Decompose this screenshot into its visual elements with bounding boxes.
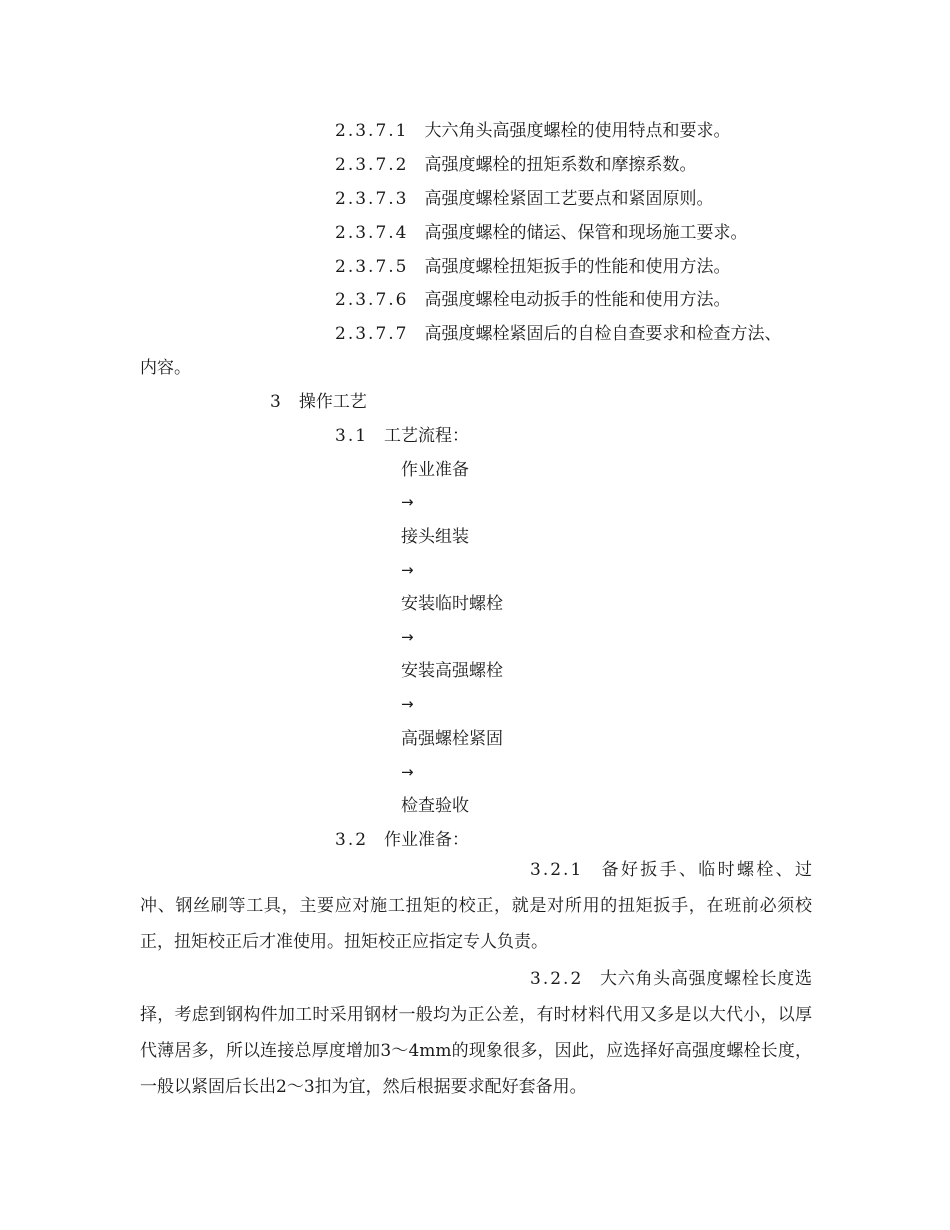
flow-arrow: →: [401, 695, 414, 713]
list-item: [335, 256, 730, 278]
paragraph-number: 3.2.2: [530, 969, 584, 989]
item-number: 2.3.7.7: [335, 324, 409, 344]
subsection-heading: [335, 829, 469, 851]
item-number: 2.3.7.2: [335, 155, 409, 175]
item-text: 高强度螺栓电动扳手的性能和使用方法。: [424, 290, 731, 310]
list-item: [335, 188, 713, 210]
item-text: 大六角头高强度螺栓的使用特点和要求。: [424, 121, 731, 141]
paragraph-text: 备好扳手、临时螺栓、过冲、钢丝刷等工具，主要应对施工扭矩的校正，就是对所用的扭矩扳手，在班前必须校正，扭矩校正后才准使用。扭矩校正应指定专人负责。: [140, 860, 812, 952]
flow-arrow: →: [401, 493, 414, 511]
list-item: [335, 120, 730, 142]
flow-step: 接头组装: [401, 527, 469, 547]
item-number: 2.3.7.3: [335, 189, 409, 209]
section-title: 作业准备：: [384, 830, 470, 850]
section-heading: [270, 391, 367, 413]
flow-step: 高强螺栓紧固: [401, 729, 503, 749]
paragraph: [140, 961, 812, 1105]
list-item-continuation: 内容。: [140, 358, 191, 378]
item-number: 2.3.7.4: [335, 223, 409, 243]
flow-step: 安装临时螺栓: [401, 594, 503, 614]
item-number: 2.3.7.5: [335, 257, 409, 277]
list-item: [335, 289, 730, 311]
item-number: 2.3.7.1: [335, 121, 409, 141]
section-title: 工艺流程：: [384, 426, 470, 446]
paragraph-text: 大六角头高强度螺栓长度选择，考虑到钢构件加工时采用钢材一般均为正公差，有时材料代用又多是以大代小，以厚代薄居多，所以连接总厚度增加3～4mm的现象很多，因此，应选择好高强度螺栓长度，一般以紧固后长出2～3扣为宜，然后根据要求配好套备用。: [140, 969, 812, 1097]
flow-arrow: →: [401, 763, 414, 781]
subsection-heading: [335, 425, 469, 447]
paragraph-number: 3.2.1: [530, 860, 584, 880]
list-item: [335, 222, 747, 244]
flow-step: 作业准备: [401, 460, 469, 480]
item-text: 高强度螺栓的储运、保管和现场施工要求。: [424, 223, 748, 243]
flow-arrow: →: [401, 628, 414, 646]
item-text: 高强度螺栓扭矩扳手的性能和使用方法。: [424, 257, 731, 277]
flow-step: 检查验收: [401, 796, 469, 816]
list-item: [335, 323, 781, 345]
item-text: 高强度螺栓的扭矩系数和摩擦系数。: [424, 155, 697, 175]
item-text: 高强度螺栓紧固工艺要点和紧固原则。: [424, 189, 714, 209]
section-title: 操作工艺: [298, 392, 367, 412]
section-number: 3.2: [335, 830, 369, 850]
list-item: [335, 154, 696, 176]
section-number: 3.1: [335, 426, 369, 446]
flow-step: 安装高强螺栓: [401, 661, 503, 681]
item-text: 高强度螺栓紧固后的自检自查要求和检查方法、: [424, 324, 782, 344]
paragraph: [140, 852, 812, 960]
item-number: 2.3.7.6: [335, 290, 409, 310]
flow-arrow: →: [401, 561, 414, 579]
section-number: 3: [270, 392, 283, 412]
